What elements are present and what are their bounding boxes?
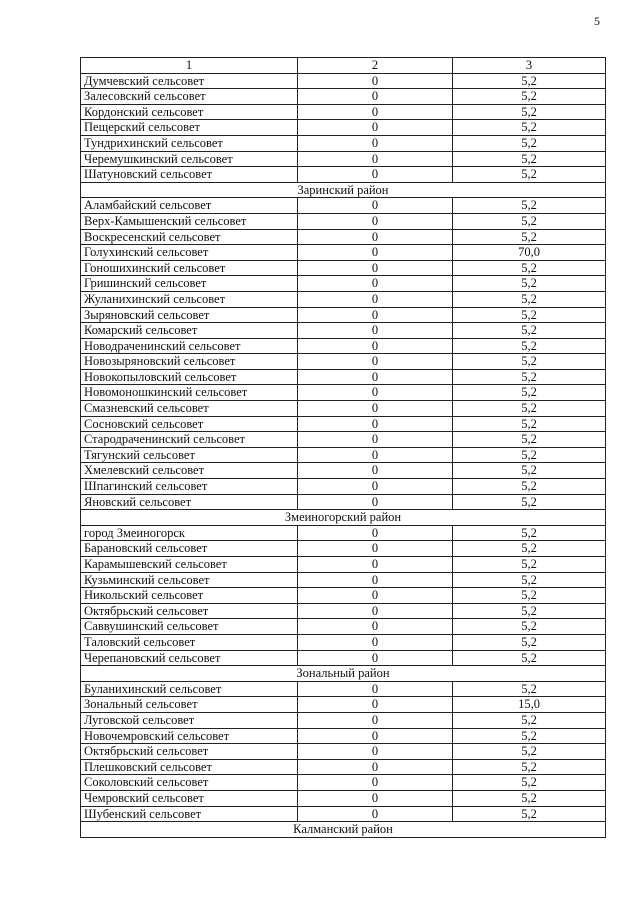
value-col3: 5,2 (453, 291, 606, 307)
value-col3: 5,2 (453, 494, 606, 510)
council-name: Соколовский сельсовет (81, 775, 298, 791)
table-row (81, 432, 606, 448)
council-name: Кузьминский сельсовет (81, 572, 298, 588)
value-col3: 5,2 (453, 354, 606, 370)
table-row (81, 619, 606, 635)
table-row (81, 479, 606, 495)
council-name: Тягунский сельсовет (81, 447, 298, 463)
council-name: Новодраченинский сельсовет (81, 338, 298, 354)
value-col2: 0 (298, 712, 453, 728)
table-row (81, 245, 606, 261)
value-col2: 0 (298, 416, 453, 432)
value-col3: 5,2 (453, 603, 606, 619)
district-section-row (81, 666, 606, 682)
district-name: Калманский район (81, 822, 606, 838)
council-name: Октябрьский сельсовет (81, 744, 298, 760)
value-col3: 5,2 (453, 712, 606, 728)
value-col2: 0 (298, 588, 453, 604)
value-col2: 0 (298, 276, 453, 292)
value-col3: 5,2 (453, 385, 606, 401)
council-name: Гоношихинский сельсовет (81, 260, 298, 276)
table-row (81, 151, 606, 167)
value-col3: 5,2 (453, 806, 606, 822)
value-col2: 0 (298, 401, 453, 417)
table-row (81, 712, 606, 728)
value-col3: 5,2 (453, 572, 606, 588)
value-col2: 0 (298, 73, 453, 89)
value-col2: 0 (298, 806, 453, 822)
value-col2: 0 (298, 728, 453, 744)
table-row (81, 697, 606, 713)
value-col3: 5,2 (453, 790, 606, 806)
value-col3: 5,2 (453, 73, 606, 89)
council-name: город Змеиногорск (81, 525, 298, 541)
table-row (81, 354, 606, 370)
table-row (81, 557, 606, 573)
value-col3: 5,2 (453, 619, 606, 635)
council-name: Голухинский сельсовет (81, 245, 298, 261)
council-name: Шубенский сельсовет (81, 806, 298, 822)
value-col2: 0 (298, 541, 453, 557)
value-col3: 5,2 (453, 447, 606, 463)
council-name: Барановский сельсовет (81, 541, 298, 557)
value-col3: 5,2 (453, 276, 606, 292)
value-col3: 15,0 (453, 697, 606, 713)
table-row (81, 120, 606, 136)
table-row (81, 650, 606, 666)
table-row (81, 338, 606, 354)
table-row (81, 572, 606, 588)
district-name: Зональный район (81, 666, 606, 682)
value-col2: 0 (298, 167, 453, 183)
value-col3: 5,2 (453, 323, 606, 339)
table-header-row (81, 58, 606, 74)
value-col3: 5,2 (453, 416, 606, 432)
value-col2: 0 (298, 369, 453, 385)
column-header-1: 1 (81, 58, 298, 74)
value-col3: 5,2 (453, 525, 606, 541)
value-col2: 0 (298, 759, 453, 775)
value-col3: 5,2 (453, 198, 606, 214)
table-row (81, 806, 606, 822)
council-name: Сосновский сельсовет (81, 416, 298, 432)
value-col3: 5,2 (453, 432, 606, 448)
value-col3: 5,2 (453, 135, 606, 151)
value-col2: 0 (298, 260, 453, 276)
table-row (81, 73, 606, 89)
council-name: Шпагинский сельсовет (81, 479, 298, 495)
value-col3: 5,2 (453, 759, 606, 775)
value-col2: 0 (298, 494, 453, 510)
table-row (81, 775, 606, 791)
value-col2: 0 (298, 354, 453, 370)
table-row (81, 89, 606, 105)
value-col3: 5,2 (453, 167, 606, 183)
value-col3: 5,2 (453, 338, 606, 354)
council-name: Карамышевский сельсовет (81, 557, 298, 573)
table-row (81, 198, 606, 214)
table-row (81, 759, 606, 775)
value-col3: 5,2 (453, 728, 606, 744)
value-col3: 5,2 (453, 588, 606, 604)
table-row (81, 494, 606, 510)
value-col3: 5,2 (453, 369, 606, 385)
table-row (81, 291, 606, 307)
value-col3: 5,2 (453, 260, 606, 276)
value-col3: 5,2 (453, 681, 606, 697)
value-col2: 0 (298, 650, 453, 666)
column-header-3: 3 (453, 58, 606, 74)
table-row (81, 401, 606, 417)
table-row (81, 603, 606, 619)
council-name: Шатуновский сельсовет (81, 167, 298, 183)
table-row (81, 463, 606, 479)
table-row (81, 213, 606, 229)
value-col2: 0 (298, 104, 453, 120)
table-row (81, 541, 606, 557)
table-row (81, 416, 606, 432)
table-row (81, 369, 606, 385)
value-col2: 0 (298, 198, 453, 214)
council-name: Саввушинский сельсовет (81, 619, 298, 635)
table-row (81, 588, 606, 604)
council-name: Чемровский сельсовет (81, 790, 298, 806)
table-row (81, 229, 606, 245)
council-name: Жуланихинский сельсовет (81, 291, 298, 307)
table-row (81, 260, 606, 276)
council-name: Яновский сельсовет (81, 494, 298, 510)
value-col2: 0 (298, 697, 453, 713)
value-col3: 5,2 (453, 120, 606, 136)
council-name: Буланихинский сельсовет (81, 681, 298, 697)
council-name: Кордонский сельсовет (81, 104, 298, 120)
council-name: Луговской сельсовет (81, 712, 298, 728)
page-number: 5 (594, 14, 600, 28)
district-name: Змеиногорский район (81, 510, 606, 526)
value-col2: 0 (298, 463, 453, 479)
value-col2: 0 (298, 775, 453, 791)
council-name: Аламбайский сельсовет (81, 198, 298, 214)
table-body (81, 58, 606, 838)
council-name: Гришинский сельсовет (81, 276, 298, 292)
value-col2: 0 (298, 790, 453, 806)
value-col2: 0 (298, 338, 453, 354)
value-col3: 5,2 (453, 744, 606, 760)
table-row (81, 790, 606, 806)
district-section-row (81, 182, 606, 198)
value-col2: 0 (298, 432, 453, 448)
table-row (81, 681, 606, 697)
council-name: Хмелевский сельсовет (81, 463, 298, 479)
value-col2: 0 (298, 213, 453, 229)
council-name: Октябрьский сельсовет (81, 603, 298, 619)
council-name: Пещерский сельсовет (81, 120, 298, 136)
table-row (81, 323, 606, 339)
council-name: Черемушкинский сельсовет (81, 151, 298, 167)
value-col3: 5,2 (453, 307, 606, 323)
value-col2: 0 (298, 135, 453, 151)
council-name: Никольский сельсовет (81, 588, 298, 604)
council-name: Новочемровский сельсовет (81, 728, 298, 744)
value-col2: 0 (298, 120, 453, 136)
council-name: Тундрихинский сельсовет (81, 135, 298, 151)
council-name: Новокопыловский сельсовет (81, 369, 298, 385)
council-name: Зыряновский сельсовет (81, 307, 298, 323)
value-col2: 0 (298, 307, 453, 323)
value-col2: 0 (298, 744, 453, 760)
value-col3: 5,2 (453, 479, 606, 495)
table-row (81, 728, 606, 744)
value-col2: 0 (298, 525, 453, 541)
value-col2: 0 (298, 557, 453, 573)
value-col2: 0 (298, 572, 453, 588)
value-col3: 5,2 (453, 89, 606, 105)
value-col3: 5,2 (453, 229, 606, 245)
value-col3: 70,0 (453, 245, 606, 261)
value-col2: 0 (298, 603, 453, 619)
council-name: Новомоношкинский сельсовет (81, 385, 298, 401)
council-name: Смазневский сельсовет (81, 401, 298, 417)
value-col3: 5,2 (453, 650, 606, 666)
table-row (81, 447, 606, 463)
district-section-row (81, 822, 606, 838)
value-col2: 0 (298, 229, 453, 245)
value-col3: 5,2 (453, 401, 606, 417)
value-col3: 5,2 (453, 634, 606, 650)
council-name: Верх-Камышенский сельсовет (81, 213, 298, 229)
table-row (81, 744, 606, 760)
council-name: Думчевский сельсовет (81, 73, 298, 89)
council-name: Зональный сельсовет (81, 697, 298, 713)
district-name: Заринский район (81, 182, 606, 198)
council-name: Таловский сельсовет (81, 634, 298, 650)
value-col2: 0 (298, 151, 453, 167)
value-col2: 0 (298, 447, 453, 463)
value-col2: 0 (298, 681, 453, 697)
value-col3: 5,2 (453, 213, 606, 229)
table-row (81, 104, 606, 120)
value-col2: 0 (298, 634, 453, 650)
table-row (81, 276, 606, 292)
value-col3: 5,2 (453, 151, 606, 167)
table-row (81, 307, 606, 323)
table-row (81, 167, 606, 183)
council-name: Черепановский сельсовет (81, 650, 298, 666)
table-row (81, 385, 606, 401)
table-row (81, 525, 606, 541)
value-col2: 0 (298, 479, 453, 495)
council-name: Воскресенский сельсовет (81, 229, 298, 245)
column-header-2: 2 (298, 58, 453, 74)
value-col2: 0 (298, 323, 453, 339)
value-col2: 0 (298, 291, 453, 307)
council-name: Новозыряновский сельсовет (81, 354, 298, 370)
value-col3: 5,2 (453, 104, 606, 120)
district-section-row (81, 510, 606, 526)
allocation-table (80, 57, 606, 838)
council-name: Залесовский сельсовет (81, 89, 298, 105)
value-col3: 5,2 (453, 463, 606, 479)
value-col2: 0 (298, 385, 453, 401)
table-row (81, 135, 606, 151)
value-col2: 0 (298, 619, 453, 635)
council-name: Плешковский сельсовет (81, 759, 298, 775)
council-name: Комарский сельсовет (81, 323, 298, 339)
table-row (81, 634, 606, 650)
council-name: Стародраченинский сельсовет (81, 432, 298, 448)
value-col2: 0 (298, 89, 453, 105)
value-col3: 5,2 (453, 557, 606, 573)
value-col2: 0 (298, 245, 453, 261)
value-col3: 5,2 (453, 541, 606, 557)
value-col3: 5,2 (453, 775, 606, 791)
